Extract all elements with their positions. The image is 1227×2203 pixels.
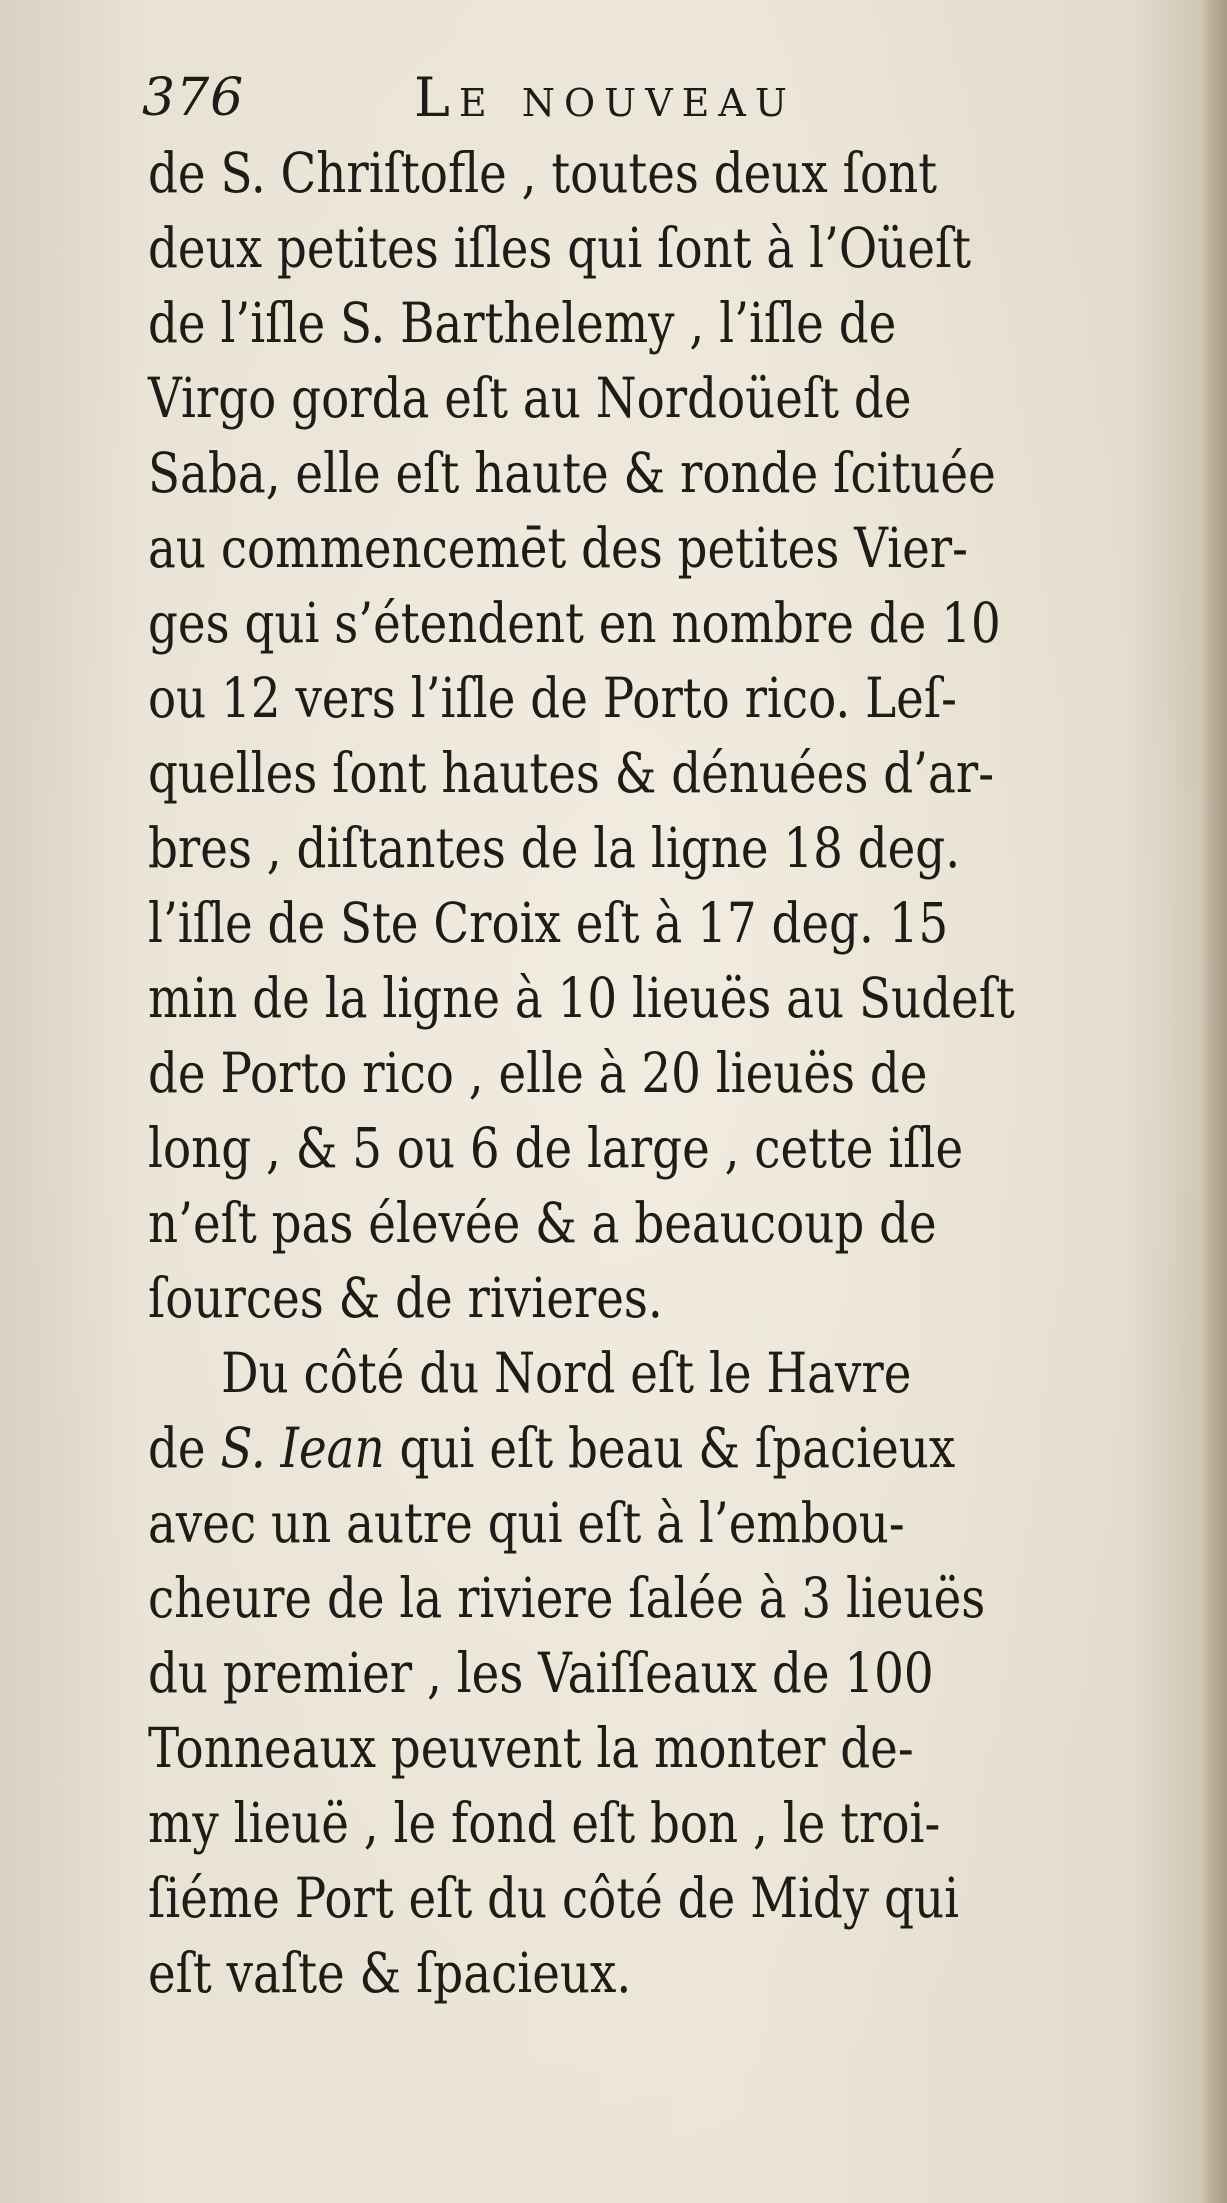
text-line: ſources & de rivieres. — [148, 1266, 663, 1330]
text-line: ges qui s’étendent en nombre de 10 — [148, 591, 1001, 655]
text-line: au commencemēt des petites Vier- — [148, 516, 968, 580]
text-line: de l’iſle S. Barthelemy , l’iſle de — [148, 291, 897, 355]
text-line — [148, 1411, 1032, 1486]
text-line: min de la ligne à 10 lieuës au Sudeſt — [148, 966, 1015, 1030]
text-line: n’eſt pas élevée & a beaucoup de — [148, 1191, 937, 1255]
text-line: Tonneaux peuvent la monter de- — [148, 1716, 914, 1780]
text-line: my lieuë , le fond eſt bon , le troi- — [148, 1791, 941, 1855]
text-line: avec un autre qui eſt à l’embou- — [148, 1491, 905, 1555]
text-line: eſt vaſte & ſpacieux. — [148, 1941, 632, 2005]
italic-place-name: S. Iean — [220, 1416, 385, 1480]
text-line: Saba, elle eſt haute & ronde ſcituée — [148, 441, 996, 505]
text-line: cheure de la riviere ſalée à 3 lieuës — [148, 1566, 986, 1630]
text-line: ſiéme Port eſt du côté de Midy qui — [148, 1866, 960, 1930]
page-header — [142, 58, 1142, 138]
text-line: de Porto rico , elle à 20 lieuës de — [148, 1041, 928, 1105]
text-line: Virgo gorda eſt au Nordoüeſt de — [148, 366, 912, 430]
text-line: de S. Chriſtofle , toutes deux ſont — [148, 141, 937, 205]
text-line: Du côté du Nord eſt le Havre — [221, 1341, 912, 1405]
text-line: ou 12 vers l’iſle de Porto rico. Leſ- — [148, 666, 957, 730]
body-text — [148, 136, 1188, 2011]
text-line: l’iſle de Ste Croix eſt à 17 deg. 15 — [148, 891, 949, 955]
text-line: bres , diſtantes de la ligne 18 deg. — [148, 816, 961, 880]
paragraph-1 — [148, 136, 1188, 1336]
page-gutter-shadow — [1201, 0, 1227, 2203]
page-number: 376 — [142, 68, 245, 128]
text-line: long , & 5 ou 6 de large , cette iſle — [148, 1116, 964, 1180]
text-line: deux petites iſles qui ſont à l’Oüeſt — [148, 216, 972, 280]
running-head: Le nouveau — [414, 66, 796, 129]
paragraph-2 — [148, 1336, 1188, 2011]
text-span: de — [148, 1416, 221, 1480]
text-span: qui eſt beau & ſpacieux — [384, 1416, 956, 1480]
text-line: quelles ſont hautes & dénuées d’ar- — [148, 741, 995, 805]
text-line: du premier , les Vaiſſeaux de 100 — [148, 1641, 934, 1705]
